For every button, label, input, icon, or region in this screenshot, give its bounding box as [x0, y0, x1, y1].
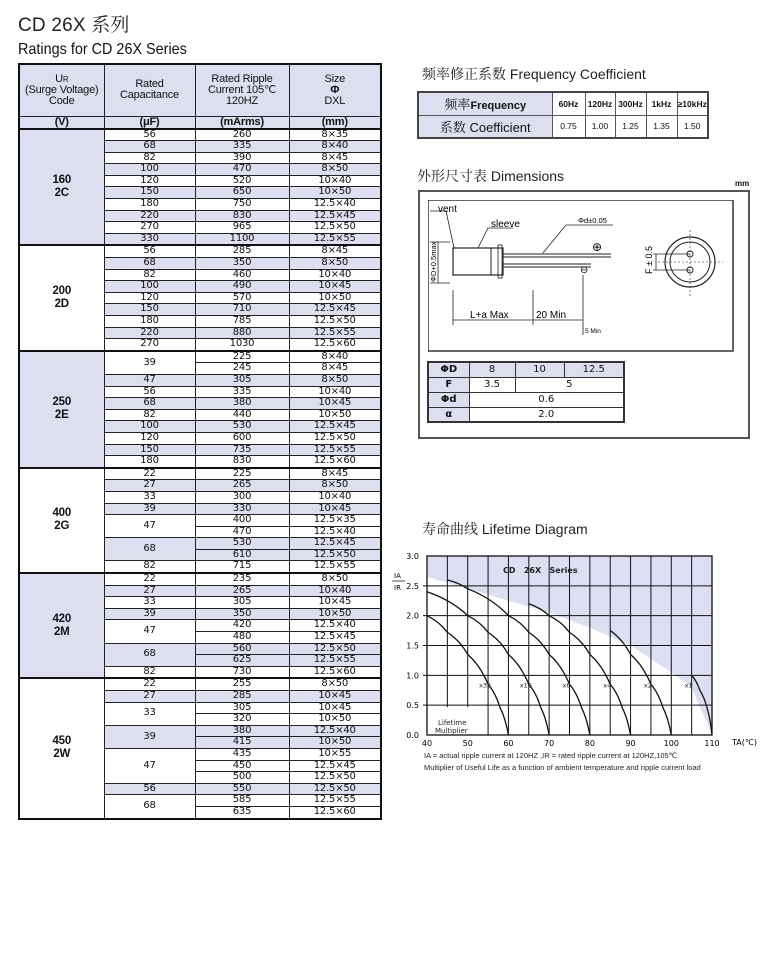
- capacitance-cell: 27: [104, 585, 195, 597]
- capacitance-cell: 220: [104, 210, 195, 222]
- voltage-group: 200 2D: [19, 245, 104, 350]
- capacitance-cell: 27: [104, 480, 195, 492]
- voltage-group: 400 2G: [19, 468, 104, 573]
- header-size: Size Φ DXL: [289, 64, 381, 116]
- ripple-cell: 1030: [195, 339, 289, 351]
- size-cell: 12.5×40: [289, 526, 381, 538]
- ripple-cell: 730: [195, 666, 289, 678]
- capacitance-cell: 68: [104, 643, 195, 666]
- size-cell: 8×50: [289, 374, 381, 386]
- capacitance-cell: 100: [104, 421, 195, 433]
- size-cell: 10×50: [289, 409, 381, 421]
- five-min-label: 5 Min: [585, 328, 601, 335]
- ripple-cell: 550: [195, 783, 289, 795]
- ripple-cell: 300: [195, 491, 289, 503]
- capacitance-cell: 33: [104, 702, 195, 725]
- size-cell: 10×50: [289, 608, 381, 620]
- unit-voltage: (V): [19, 116, 104, 129]
- x-tick-label: 40: [421, 739, 433, 748]
- ripple-cell: 380: [195, 725, 289, 737]
- size-cell: 12.5×45: [289, 210, 381, 222]
- F-label: F: [428, 377, 469, 392]
- size-cell: 12.5×45: [289, 632, 381, 644]
- x-tick-label: 70: [544, 739, 555, 748]
- note-multiplier: Multiplier of Useful Life as a function of ambient temperature and ripple current load: [424, 763, 701, 772]
- size-cell: 12.5×35: [289, 515, 381, 527]
- size-cell: 12.5×50: [289, 432, 381, 444]
- ripple-cell: 480: [195, 632, 289, 644]
- size-cell: 12.5×45: [289, 421, 381, 433]
- ripple-cell: 245: [195, 363, 289, 375]
- ripple-cell: 715: [195, 561, 289, 573]
- ripple-cell: 390: [195, 152, 289, 164]
- ripple-cell: 420: [195, 620, 289, 632]
- y-tick-label: 1.5: [406, 641, 419, 651]
- size-cell: 12.5×50: [289, 643, 381, 655]
- x-tick-label: 90: [625, 739, 636, 748]
- ripple-cell: 625: [195, 655, 289, 667]
- ripple-cell: 450: [195, 760, 289, 772]
- ripple-cell: 335: [195, 386, 289, 398]
- capacitance-cell: 39: [104, 503, 195, 515]
- size-cell: 12.5×55: [289, 561, 381, 573]
- ripple-cell: 415: [195, 737, 289, 749]
- table-row: [19, 573, 381, 585]
- size-cell: 8×45: [289, 468, 381, 480]
- capacitance-cell: 22: [104, 573, 195, 585]
- size-cell: 8×40: [289, 141, 381, 153]
- size-cell: 12.5×45: [289, 538, 381, 550]
- ripple-cell: 440: [195, 409, 289, 421]
- y-tick-label: 3.0: [406, 552, 419, 561]
- capacitance-cell: 82: [104, 561, 195, 573]
- y-label-numerator: IA: [394, 572, 401, 580]
- capacitance-cell: 33: [104, 597, 195, 609]
- capacitance-cell: 330: [104, 233, 195, 245]
- phiD-value: 8: [469, 362, 515, 377]
- ripple-cell: 225: [195, 351, 289, 363]
- ripple-cell: 350: [195, 608, 289, 620]
- unit-size: (mm): [289, 116, 381, 129]
- table-row: [19, 468, 381, 480]
- curve-label: x1: [684, 681, 693, 690]
- size-cell: 10×45: [289, 398, 381, 410]
- capacitance-cell: 47: [104, 620, 195, 643]
- capacitance-cell: 68: [104, 258, 195, 270]
- diameter-label: ΦD+0.5max: [429, 241, 438, 282]
- curve-label: x32: [479, 681, 492, 690]
- size-cell: 10×45: [289, 702, 381, 714]
- capacitance-cell: 270: [104, 222, 195, 234]
- coef-cell: 1.50: [677, 115, 708, 138]
- size-cell: 10×40: [289, 175, 381, 187]
- F-value: 5: [515, 377, 624, 392]
- capacitance-cell: 120: [104, 432, 195, 444]
- size-cell: 10×40: [289, 386, 381, 398]
- size-cell: 8×50: [289, 678, 381, 690]
- capacitance-cell: 180: [104, 199, 195, 211]
- capacitance-cell: 82: [104, 152, 195, 164]
- ripple-cell: 750: [195, 199, 289, 211]
- ripple-cell: 530: [195, 538, 289, 550]
- ratings-table: [18, 63, 382, 820]
- size-cell: 12.5×55: [289, 795, 381, 807]
- size-cell: 10×45: [289, 691, 381, 703]
- ripple-cell: 285: [195, 245, 289, 257]
- header-capacitance: Rated Capacitance: [104, 64, 195, 116]
- capacitance-cell: 180: [104, 316, 195, 328]
- note-ripple-definition: IA = actual ripple current at 120HZ ,IR = rated ripple current at 120HZ,105℃: [424, 751, 678, 760]
- F-value: 3.5: [469, 377, 515, 392]
- unit-label: mm: [735, 179, 750, 188]
- capacitance-cell: 150: [104, 187, 195, 199]
- y-tick-label: 0.5: [406, 701, 419, 711]
- ripple-cell: 785: [195, 316, 289, 328]
- ripple-cell: 285: [195, 691, 289, 703]
- size-cell: 12.5×55: [289, 444, 381, 456]
- ripple-cell: 435: [195, 748, 289, 760]
- size-cell: 12.5×55: [289, 327, 381, 339]
- dimensions-table: [427, 361, 625, 423]
- x-tick-label: 80: [584, 739, 595, 748]
- ripple-cell: 710: [195, 304, 289, 316]
- x-tick-label: 100: [663, 739, 679, 748]
- capacitance-cell: 150: [104, 444, 195, 456]
- size-cell: 8×50: [289, 480, 381, 492]
- dimensions-title: 外形尺寸表 Dimensions: [417, 168, 565, 184]
- ripple-cell: 320: [195, 714, 289, 726]
- ripple-cell: 400: [195, 515, 289, 527]
- curve-label: x8: [562, 681, 571, 690]
- voltage-group: 450 2W: [19, 678, 104, 818]
- ripple-cell: 335: [195, 141, 289, 153]
- header-voltage: UR (Surge Voltage) Code: [19, 64, 104, 116]
- freq-cell: 120Hz: [585, 92, 615, 115]
- size-cell: 8×50: [289, 258, 381, 270]
- capacitance-cell: 56: [104, 386, 195, 398]
- ripple-cell: 470: [195, 164, 289, 176]
- ripple-cell: 650: [195, 187, 289, 199]
- phiD-label: ΦD: [428, 362, 469, 377]
- ripple-cell: 350: [195, 258, 289, 270]
- size-cell: 10×40: [289, 585, 381, 597]
- capacitance-cell: 39: [104, 725, 195, 748]
- size-cell: 10×50: [289, 714, 381, 726]
- capacitance-cell: 47: [104, 374, 195, 386]
- coefficient-row-label: 系数 Coefficient: [418, 115, 552, 138]
- capacitance-cell: 120: [104, 292, 195, 304]
- ripple-cell: 560: [195, 643, 289, 655]
- capacitance-cell: 22: [104, 468, 195, 480]
- ripple-cell: 260: [195, 129, 289, 141]
- capacitor-body: [453, 248, 503, 275]
- size-cell: 12.5×60: [289, 456, 381, 468]
- capacitance-cell: 82: [104, 409, 195, 421]
- size-cell: 12.5×50: [289, 316, 381, 328]
- capacitance-cell: 27: [104, 691, 195, 703]
- ripple-cell: 265: [195, 480, 289, 492]
- lifetime-chart: [385, 548, 763, 748]
- alpha-value: 2.0: [469, 407, 624, 422]
- x-tick-label: 50: [462, 739, 473, 748]
- ripple-cell: 1100: [195, 233, 289, 245]
- capacitance-cell: 39: [104, 351, 195, 375]
- size-cell: 12.5×50: [289, 549, 381, 561]
- frequency-table: [417, 91, 709, 139]
- ripple-cell: 460: [195, 269, 289, 281]
- capacitance-cell: 100: [104, 281, 195, 293]
- phiD-value: 12.5: [564, 362, 624, 377]
- unit-capacitance: (μF): [104, 116, 195, 129]
- table-row: [19, 245, 381, 257]
- size-cell: 8×45: [289, 363, 381, 375]
- alpha-label: α: [428, 407, 469, 422]
- size-cell: 10×45: [289, 597, 381, 609]
- size-cell: 12.5×45: [289, 760, 381, 772]
- capacitance-cell: 56: [104, 783, 195, 795]
- coef-cell: 1.25: [615, 115, 646, 138]
- sleeve-label: sleeve: [491, 219, 520, 230]
- ripple-cell: 600: [195, 432, 289, 444]
- capacitor-drawing: [428, 200, 734, 352]
- capacitance-cell: 82: [104, 269, 195, 281]
- capacitance-cell: 39: [104, 608, 195, 620]
- ripple-cell: 305: [195, 374, 289, 386]
- ripple-cell: 735: [195, 444, 289, 456]
- table-row: [19, 351, 381, 363]
- ripple-cell: 830: [195, 210, 289, 222]
- size-cell: 12.5×50: [289, 772, 381, 784]
- size-cell: 12.5×50: [289, 783, 381, 795]
- capacitance-cell: 150: [104, 304, 195, 316]
- ripple-cell: 255: [195, 678, 289, 690]
- voltage-group: 250 2E: [19, 351, 104, 468]
- ripple-cell: 305: [195, 702, 289, 714]
- size-cell: 10×40: [289, 491, 381, 503]
- vent-label: vent: [438, 204, 457, 215]
- size-cell: 12.5×55: [289, 655, 381, 667]
- capacitance-cell: 33: [104, 491, 195, 503]
- ripple-cell: 635: [195, 806, 289, 818]
- y-tick-label: 1.0: [406, 671, 419, 681]
- chart-title: CD 26X Series: [503, 566, 578, 575]
- x-tick-label: 110: [704, 739, 720, 748]
- capacitance-cell: 22: [104, 678, 195, 690]
- ratings-title: Ratings for CD 26X Series: [18, 41, 187, 58]
- curve-label: x2: [643, 681, 652, 690]
- ripple-cell: 520: [195, 175, 289, 187]
- capacitance-cell: 68: [104, 141, 195, 153]
- unit-ripple: (mArms): [195, 116, 289, 129]
- size-cell: 10×45: [289, 503, 381, 515]
- curve-label: x4: [603, 681, 612, 690]
- ripple-cell: 305: [195, 597, 289, 609]
- size-cell: 10×45: [289, 281, 381, 293]
- ripple-cell: 235: [195, 573, 289, 585]
- frequency-title: 频率修正系数 Frequency Coefficient: [422, 66, 646, 82]
- capacitance-cell: 68: [104, 795, 195, 819]
- capacitance-cell: 56: [104, 129, 195, 141]
- ripple-cell: 965: [195, 222, 289, 234]
- frequency-row-label: 频率Frequency: [418, 92, 552, 115]
- size-cell: 12.5×60: [289, 806, 381, 818]
- phid-label: Φd: [428, 392, 469, 407]
- freq-cell: 300Hz: [615, 92, 646, 115]
- length-label: L+a Max: [470, 310, 509, 321]
- page-title: CD 26X 系列: [18, 15, 130, 36]
- size-cell: 8×50: [289, 573, 381, 585]
- lead-diameter-label: Φd±0.05: [578, 216, 607, 225]
- coef-cell: 1.35: [646, 115, 677, 138]
- capacitance-cell: 220: [104, 327, 195, 339]
- ripple-cell: 500: [195, 772, 289, 784]
- capacitance-cell: 56: [104, 245, 195, 257]
- plus-icon: ⊕: [592, 240, 603, 254]
- capacitance-cell: 82: [104, 666, 195, 678]
- size-cell: 10×40: [289, 269, 381, 281]
- size-cell: 10×50: [289, 737, 381, 749]
- size-cell: 8×35: [289, 129, 381, 141]
- ripple-cell: 265: [195, 585, 289, 597]
- phid-value: 0.6: [469, 392, 624, 407]
- ripple-cell: 330: [195, 503, 289, 515]
- ripple-cell: 610: [195, 549, 289, 561]
- ripple-cell: 880: [195, 327, 289, 339]
- header-ripple: Rated Ripple Current 105℃ 120HZ: [195, 64, 289, 116]
- size-cell: 8×45: [289, 152, 381, 164]
- capacitance-cell: 100: [104, 164, 195, 176]
- capacitance-cell: 47: [104, 748, 195, 783]
- minus-icon: ⊖: [580, 265, 589, 276]
- pitch-label: F ± 0.5: [644, 246, 654, 274]
- curve-label: x16: [519, 681, 532, 690]
- voltage-group: 420 2M: [19, 573, 104, 678]
- lifetime-multiplier-label: Lifetime Multiplier: [435, 719, 468, 735]
- size-cell: 10×50: [289, 292, 381, 304]
- freq-cell: 1kHz: [646, 92, 677, 115]
- size-cell: 12.5×60: [289, 666, 381, 678]
- size-cell: 8×40: [289, 351, 381, 363]
- table-row: [19, 129, 381, 141]
- size-cell: 12.5×50: [289, 222, 381, 234]
- size-cell: 8×50: [289, 164, 381, 176]
- lead-length-label: 20 Min: [536, 310, 567, 321]
- ripple-cell: 380: [195, 398, 289, 410]
- ripple-cell: 570: [195, 292, 289, 304]
- y-tick-label: 2.0: [406, 611, 419, 621]
- capacitance-cell: 68: [104, 398, 195, 410]
- y-tick-label: 0.0: [406, 731, 419, 740]
- capacitance-cell: 270: [104, 339, 195, 351]
- capacitance-cell: 68: [104, 538, 195, 561]
- y-tick-label: 2.5: [406, 581, 419, 591]
- freq-cell: 60Hz: [552, 92, 585, 115]
- x-axis-label: TA(℃): [732, 738, 757, 747]
- size-cell: 12.5×40: [289, 620, 381, 632]
- voltage-group: 160 2C: [19, 129, 104, 246]
- coef-cell: 0.75: [552, 115, 585, 138]
- size-cell: 10×50: [289, 187, 381, 199]
- size-cell: 10×55: [289, 748, 381, 760]
- size-cell: 12.5×40: [289, 725, 381, 737]
- size-cell: 12.5×60: [289, 339, 381, 351]
- capacitance-cell: 180: [104, 456, 195, 468]
- ripple-cell: 830: [195, 456, 289, 468]
- ripple-cell: 470: [195, 526, 289, 538]
- size-cell: 8×45: [289, 245, 381, 257]
- ripple-cell: 530: [195, 421, 289, 433]
- ripple-cell: 585: [195, 795, 289, 807]
- table-row: [19, 678, 381, 690]
- capacitance-cell: 47: [104, 515, 195, 538]
- ripple-cell: 225: [195, 468, 289, 480]
- ripple-cell: 490: [195, 281, 289, 293]
- y-label-denominator: IR: [394, 584, 401, 592]
- lifetime-title: 寿命曲线 Lifetime Diagram: [422, 521, 588, 537]
- x-tick-label: 60: [503, 739, 514, 748]
- phiD-value: 10: [515, 362, 564, 377]
- size-cell: 12.5×55: [289, 233, 381, 245]
- size-cell: 12.5×45: [289, 304, 381, 316]
- freq-cell: ≥10kHz: [677, 92, 708, 115]
- size-cell: 12.5×40: [289, 199, 381, 211]
- coef-cell: 1.00: [585, 115, 615, 138]
- capacitance-cell: 120: [104, 175, 195, 187]
